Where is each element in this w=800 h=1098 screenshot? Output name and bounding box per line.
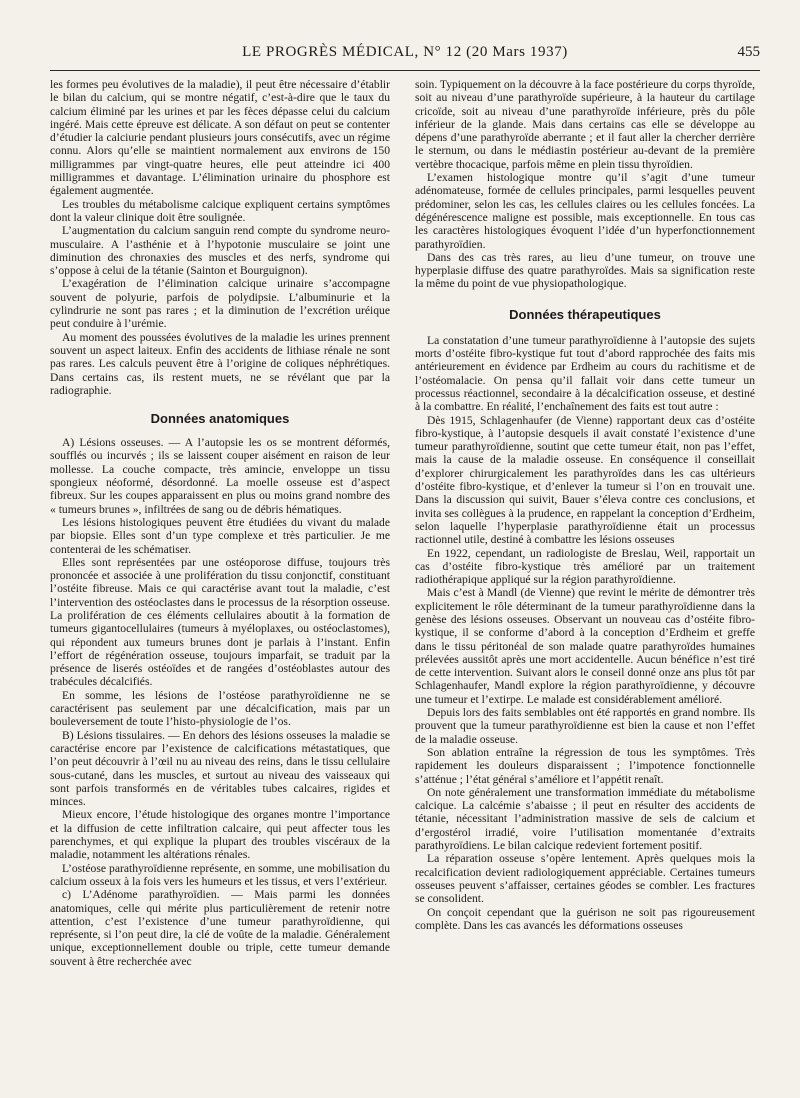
section-heading: Données thérapeutiques xyxy=(509,306,661,322)
paragraph: Les lésions histologiques peuvent être étudiées du vivant du malade par biopsie. Elles sont d’un type complexe et très particulier. Je me contenterai de les schématiser. xyxy=(50,515,390,556)
paragraph: L’ostéose parathyroïdienne représente, en somme, une mobilisation du calcium osseux à la fois vers les humeurs et les tissus, et vers l’extérieur. xyxy=(50,861,390,888)
paragraph: Au moment des poussées évolutives de la maladie les urines prennent souvent un aspect laiteux. Enfin des accidents de lithiase rénale ne sont pas rares. Les calculs peuvent être à l’origine de coliques néphrétiques. Dans certains cas, ils restent muets, ne se révélant que par la radiographie. xyxy=(50,330,390,397)
paragraph: Elles sont représentées par une ostéoporose diffuse, toujours très prononcée et associée à une prolifération du tissu conjonctif, constituant l’ostéite fibreuse. Mais ce qui caractérise avant tout la maladie, c’est l’intervention des ostéoclastes dans le processus de la résorption osseuse. La prolifération de ces éléments cellulaires aboutit à la formation de tumeurs gigantocellulaires (tumeurs à myéloplaxes, ou ostéoclastomes), qui répondent aux tumeurs brunes dont je parlais à l’instant. Enfin l’effort de régénération osseuse, toujours imparfait, se traduit par la présence de liserés ostéoïdes et de rangées d’ostéoblastes autour des trabécules décalcifiés. xyxy=(50,555,390,689)
paragraph: L’augmentation du calcium sanguin rend compte du syndrome neuro-musculaire. A l’asthénie et à l’hypotonie musculaire se joint une diminution des chronaxies des muscles et des nerfs, syndrome qui s’oppose à celui de la tétanie (Sainton et Bourguignon). xyxy=(50,224,390,278)
paragraph: On conçoit cependant que la guérison ne soit pas rigoureusement complète. Dans les cas avancés les déformations osseuses xyxy=(415,905,755,932)
paragraph: Dès 1915, Schlagenhaufer (de Vienne) rapportant deux cas d’ostéite fibro-kystique, à l’autopsie desquels il avait constaté l’existence d’une tumeur parathyroïdienne, soutint que cette tumeur était, non pas l’effet, mais la cause de la maladie osseuse. En conséquence il conseillait d’explorer chirurgicalement les parathyroïdes dans les cas ultérieurs d’ostéite fibro-kystique, et d’enlever la tumeur si l’on en trouvait une. Dans la discussion qui suivit, Bauer s’éleva contre ces conclusions, et invita ses collègues à la prudence, en rappelant la conception d’Erdheim, selon laquelle l’hyperplasie parathyroïdienne était un processus ractionnel utile, destiné à combattre les lésions osseuses xyxy=(415,413,755,547)
paragraph: Mais c’est à Mandl (de Vienne) que revint le mérite de démontrer très explicitement le rôle déterminant de la tumeur parathyroïdienne dans la genèse des lésions osseuses. Observant un nouveau cas d’ostéite fibro-kystique, il se conforme d’abord à la conception d’Erdheim et greffe dans le tissu péritonéal de son malade quatre parathyroïdes humaines prélevées aussitôt après une mort accidentelle. Aucun bénéfice n’est tiré de cette intervention. Suivant alors le conseil donné onze ans plus tôt par Schlagenhaufer, Mandl explore la région parathyroïdienne, y découvre une tumeur et l’extirpe. Le malade est considérablement amélioré. xyxy=(415,586,755,706)
section-heading: Données anatomiques xyxy=(150,411,290,427)
paragraph: les formes peu évolutives de la maladie), il peut être nécessaire d’établir le bilan du calcium, qui se montre négatif, c’est-à-dire que le taux du calcium éliminé par les urines et par les fèces dépasse celui du calcium ingéré. Mais cette épreuve est délicate. A son défaut on peut se contenter d’étudier la calciurie pendant plusieurs jours consécutifs, avec un régime connu. Alors qu’elle se maintient normalement aux environs de 150 milligrammes par vingt-quatre heures, elle peut atteindre ici 400 milligrammes et davantage. L’élimination urinaire du phosphore est également augmentée. xyxy=(50,78,390,198)
paragraph: La réparation osseuse s’opère lentement. Après quelques mois la recalcification devient radiologiquement appréciable. Certaines tumeurs osseuses peuvent s’affaisser, certaines géodes se combler. Les fractures se consolident. xyxy=(415,852,755,906)
paragraph: La constatation d’une tumeur parathyroïdienne à l’autopsie des sujets morts d’ostéite fibro-kystique fut tout d’abord rapprochée des faits mis antérieurement en évidence par Erdheim au cours du rachitisme et de l’ostéomalacie. On pensa qu’il fallait voir dans cette tumeur un processus réactionnel, secondaire à la décalcification osseuse, et destiné à la combattre. En réalité, l’enchaînement des faits est tout autre : xyxy=(415,333,755,414)
paragraph: Son ablation entraîne la régression de tous les symptômes. Très rapidement les douleurs disparaissent ; l’impotence fonctionnelle s’atténue ; l’état général s’améliore et l’appétit renaît. xyxy=(415,745,755,786)
paragraph: L’exagération de l’élimination calcique urinaire s’accompagne souvent de polyurie, parfois de polydipsie. L’albuminurie et la cylindrurie ne sont pas rares ; et la diminution de l’excrétion uréique peut conduire à l’urémie. xyxy=(50,277,390,331)
paragraph: En 1922, cependant, un radiologiste de Breslau, Weil, rapportait un cas d’ostéite fibro-kystique très amélioré par un traitement radiothérapique appliqué sur la région parathyroïdienne. xyxy=(415,546,755,587)
paragraph: A) Lésions osseuses. — A l’autopsie les os se montrent déformés, soufflés ou incurvés ; ils se laissent couper aisément en raison de leur mollesse. La couche compacte, très amincie, enveloppe un tissu spongieux néoformé, désordonné. La moelle osseuse est d’aspect fibreux. Sur les coupes apparaissent en plus ou moins grand nombre des « tumeurs brunes », infiltrées de sang ou de débris hématiques. xyxy=(50,436,390,516)
paragraph: soin. Typiquement on la découvre à la face postérieure du corps thyroïde, soit au niveau d’une parathyroïde supérieure, à la hauteur du cartilage cricoïde, soit au niveau d’une parathyroïde inférieure, près du pôle inférieur de la glande. Mais dans certains cas elle se développe au dépens d’une parathyroïde aberrante ; et il faut aller la chercher derrière le sternum, ou dans le médiastin postérieur au-devant de la première vertèbre thocacique, parfois même en plein tissu thyroïdien. xyxy=(415,78,755,171)
paragraph: B) Lésions tissulaires. — En dehors des lésions osseuses la maladie se caractérise encore par l’existence de calcifications métastatiques, que l’on peut découvrir à l’œil nu au niveau des reins, dans le tissu cellulaire sous-cutané, dans les muscles, et surtout au niveau des vaisseaux qui sont parfois transformés en de véritables tubes calcaires, rigides et minces. xyxy=(50,728,390,809)
paragraph: Les troubles du métabolisme calcique expliquent certains symptômes dont la valeur clinique doit être soulignée. xyxy=(50,197,390,224)
paragraph: Dans des cas très rares, au lieu d’une tumeur, on trouve une hyperplasie diffuse des quatre parathyroïdes. Mais sa signification reste la même du point de vue physiopathologique. xyxy=(415,250,755,291)
right-column xyxy=(415,78,755,932)
running-title: LE PROGRÈS MÉDICAL, N° 12 (20 Mars 1937) xyxy=(242,44,568,60)
paragraph: L’examen histologique montre qu’il s’agit d’une tumeur adénomateuse, formée de cellules principales, parmi lesquelles peuvent prédominer, selon les cas, les cellules claires ou les cellules foncées. La dégénérescence maligne est possible, mais exceptionnelle. En tous cas les caractères histologiques évoquent l’idée d’un hyperfonctionnement parathyroïdien. xyxy=(415,171,755,251)
page-header xyxy=(50,38,760,71)
paragraph: On note généralement une transformation immédiate du métabolisme calcique. La calcémie s’abaisse ; il peut en résulter des accidents de tétanie, nécessitant l’administration massive de sels de calcium et d’ergostérol irradié, voire l’utilisation momentanée d’extraits parathyroïdiens. Le bilan calcique redevient fortement positif. xyxy=(415,785,755,853)
paragraph: Depuis lors des faits semblables ont été rapportés en grand nombre. Ils prouvent que la tumeur parathyroïdienne est bien la cause et non l’effet de la maladie osseuse. xyxy=(415,706,755,746)
paragraph: Mieux encore, l’étude histologique des organes montre l’importance et la diffusion de cette infiltration calcaire, qui peut affecter tous les parenchymes, et qui explique la plupart des troubles viscéraux de la maladie, notamment les altérations rénales. xyxy=(50,808,390,862)
left-column xyxy=(50,78,390,968)
page-number: 455 xyxy=(737,44,760,60)
paragraph: c) L’Adénome parathyroïdien. — Mais parmi les données anatomiques, celle qui mérite plus particulièrement de retenir notre attention, c’est l’existence d’une tumeur parathyroïdienne, qui représente, si l’on peut dire, la clé de voûte de la maladie. Généralement unique, exceptionnellement double ou triple, cette tumeur demande souvent à être recherchée avec xyxy=(50,888,390,968)
paragraph: En somme, les lésions de l’ostéose parathyroïdienne ne se caractérisent pas seulement par une décalcification, mais par un bouleversement de toute l’histo-physiologie de l’os. xyxy=(50,688,390,729)
